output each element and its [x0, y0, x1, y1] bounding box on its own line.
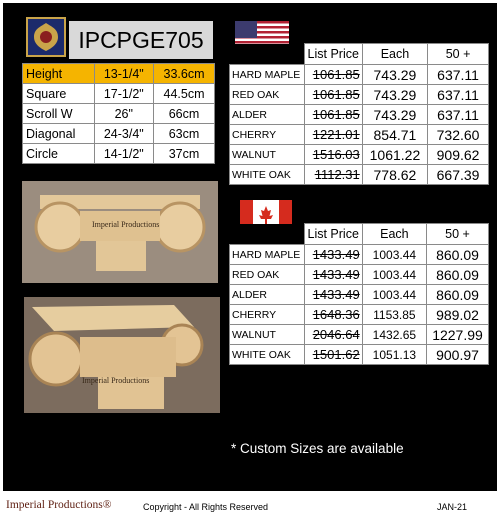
- price-row: [230, 105, 489, 125]
- fifty-plus-price: 637.11: [428, 65, 489, 85]
- brand-crest-icon: [26, 17, 66, 57]
- fifty-plus-price: 989.02: [427, 305, 489, 325]
- list-price: 1433.49: [304, 245, 362, 265]
- each-header: Each: [362, 224, 426, 245]
- dimension-inches: 14-1/2": [94, 144, 154, 164]
- price-row: [230, 245, 489, 265]
- each-price: 743.29: [362, 105, 427, 125]
- wood-type: HARD MAPLE: [230, 245, 305, 265]
- dimension-inches: 24-3/4": [94, 124, 154, 144]
- dimension-cm: 66cm: [154, 104, 215, 124]
- wood-type: HARD MAPLE: [230, 65, 305, 85]
- wood-type: ALDER: [230, 105, 305, 125]
- dimension-row: [23, 64, 215, 84]
- fifty-plus-price: 900.97: [427, 345, 489, 365]
- list-price-header: List Price: [304, 44, 362, 65]
- each-price: 1051.13: [362, 345, 426, 365]
- price-row: [230, 125, 489, 145]
- us-price-table: [229, 43, 489, 185]
- dimension-inches: 13-1/4": [94, 64, 154, 84]
- photo-watermark: Imperial Productions: [82, 376, 150, 385]
- footer-date: JAN-21: [437, 502, 468, 512]
- fifty-plus-price: 667.39: [428, 165, 489, 185]
- list-price: 1221.01: [304, 125, 362, 145]
- dimension-cm: 44.5cm: [154, 84, 215, 104]
- footer-copyright: Copyright - All Rights Reserved: [143, 502, 269, 512]
- list-price: 1501.62: [304, 345, 362, 365]
- price-row: [230, 265, 489, 285]
- list-price: 1433.49: [304, 265, 362, 285]
- wood-type: ALDER: [230, 285, 305, 305]
- each-header: Each: [362, 44, 427, 65]
- dimension-label: Scroll W: [23, 104, 95, 124]
- wood-type: CHERRY: [230, 305, 305, 325]
- list-price: 1061.85: [304, 105, 362, 125]
- fifty-plus-price: 909.62: [428, 145, 489, 165]
- fifty-plus-price: 860.09: [427, 245, 489, 265]
- wood-type: WALNUT: [230, 145, 305, 165]
- photo-watermark: Imperial Productions: [92, 220, 160, 229]
- dimension-row: [23, 144, 215, 164]
- dimension-label: Diagonal: [23, 124, 95, 144]
- list-price: 1061.85: [304, 65, 362, 85]
- dimension-inches: 17-1/2": [94, 84, 154, 104]
- each-price: 1061.22: [362, 145, 427, 165]
- each-price: 1432.65: [362, 325, 426, 345]
- wood-type: CHERRY: [230, 125, 305, 145]
- each-price: 778.62: [362, 165, 427, 185]
- each-price: 1003.44: [362, 285, 426, 305]
- each-price: 743.29: [362, 65, 427, 85]
- dimension-row: [23, 84, 215, 104]
- price-row: [230, 345, 489, 365]
- dimension-cm: 37cm: [154, 144, 215, 164]
- price-row: [230, 145, 489, 165]
- list-price-header: List Price: [304, 224, 362, 245]
- catalog-sheet: [3, 3, 497, 491]
- list-price: 2046.64: [304, 325, 362, 345]
- fifty-plus-price: 637.11: [428, 105, 489, 125]
- canada-price-table: [229, 223, 489, 365]
- dimension-cm: 33.6cm: [154, 64, 215, 84]
- footer-brand: Imperial Productions®: [6, 499, 112, 511]
- price-row: [230, 285, 489, 305]
- each-price: 1003.44: [362, 245, 426, 265]
- each-price: 1003.44: [362, 265, 426, 285]
- dimension-inches: 26": [94, 104, 154, 124]
- dimension-cm: 63cm: [154, 124, 215, 144]
- dimension-label: Square: [23, 84, 95, 104]
- list-price: 1061.85: [304, 85, 362, 105]
- each-price: 743.29: [362, 85, 427, 105]
- product-photo-front: [22, 181, 218, 283]
- fifty-plus-price: 732.60: [428, 125, 489, 145]
- wood-type: RED OAK: [230, 265, 305, 285]
- dimension-label: Circle: [23, 144, 95, 164]
- price-row: [230, 165, 489, 185]
- wood-type: WHITE OAK: [230, 165, 305, 185]
- wood-type: WALNUT: [230, 325, 305, 345]
- price-row: [230, 65, 489, 85]
- fifty-plus-price: 1227.99: [427, 325, 489, 345]
- product-photo-angle: [24, 297, 220, 413]
- fifty-plus-price: 637.11: [428, 85, 489, 105]
- list-price: 1433.49: [304, 285, 362, 305]
- fifty-plus-price: 860.09: [427, 285, 489, 305]
- product-code-title: IPCPGE705: [69, 21, 213, 59]
- each-price: 854.71: [362, 125, 427, 145]
- fifty-plus-header: 50 +: [427, 224, 489, 245]
- fifty-plus-price: 860.09: [427, 265, 489, 285]
- dimension-row: [23, 124, 215, 144]
- price-row: [230, 305, 489, 325]
- dimension-label: Height: [23, 64, 95, 84]
- each-price: 1153.85: [362, 305, 426, 325]
- dimensions-table: [22, 63, 215, 164]
- list-price: 1648.36: [304, 305, 362, 325]
- price-row: [230, 325, 489, 345]
- wood-type: RED OAK: [230, 85, 305, 105]
- list-price: 1516.03: [304, 145, 362, 165]
- dimension-row: [23, 104, 215, 124]
- custom-sizes-note: * Custom Sizes are available: [231, 441, 404, 456]
- wood-type: WHITE OAK: [230, 345, 305, 365]
- fifty-plus-header: 50 +: [428, 44, 489, 65]
- price-row: [230, 85, 489, 105]
- list-price: 1112.31: [304, 165, 362, 185]
